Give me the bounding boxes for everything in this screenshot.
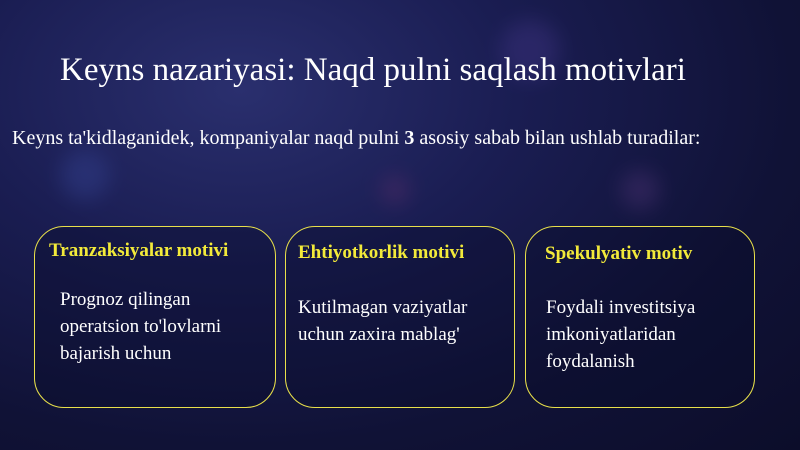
slide-title: Keyns nazariyasi: Naqd pulni saqlash motivlari — [60, 52, 686, 88]
card-description-line: Prognoz qilingan — [60, 289, 191, 310]
card-description — [546, 294, 695, 375]
motive-card-speculative — [525, 226, 755, 408]
card-description-line: imkoniyatlaridan — [546, 324, 676, 345]
intro-count: 3 — [404, 127, 415, 149]
card-description-line: uchun zaxira mablag' — [298, 324, 460, 345]
motive-card-transaction — [34, 226, 276, 408]
motive-card-precautionary — [285, 226, 515, 408]
card-description — [298, 294, 467, 348]
background-bokeh — [60, 150, 110, 200]
card-description-line: operatsion to'lovlarni — [60, 316, 222, 337]
intro-text-end: asosiy sabab bilan ushlab turadilar: — [414, 127, 701, 149]
card-description — [60, 286, 221, 367]
background-bokeh — [380, 175, 410, 205]
background-bokeh — [620, 170, 660, 210]
intro-text-start: Keyns ta'kidlaganidek, kompaniyalar naqd pulni — [12, 127, 405, 149]
card-description-line: bajarish uchun — [60, 343, 172, 364]
card-description-line: foydalanish — [546, 351, 635, 372]
card-title: Tranzaksiyalar motivi — [49, 240, 229, 261]
card-title: Ehtiyotkorlik motivi — [298, 242, 465, 263]
slide-intro — [12, 127, 700, 150]
card-description-line: Foydali investitsiya — [546, 297, 696, 318]
card-title: Spekulyativ motiv — [545, 243, 693, 264]
card-description-line: Kutilmagan vaziyatlar — [298, 297, 468, 318]
